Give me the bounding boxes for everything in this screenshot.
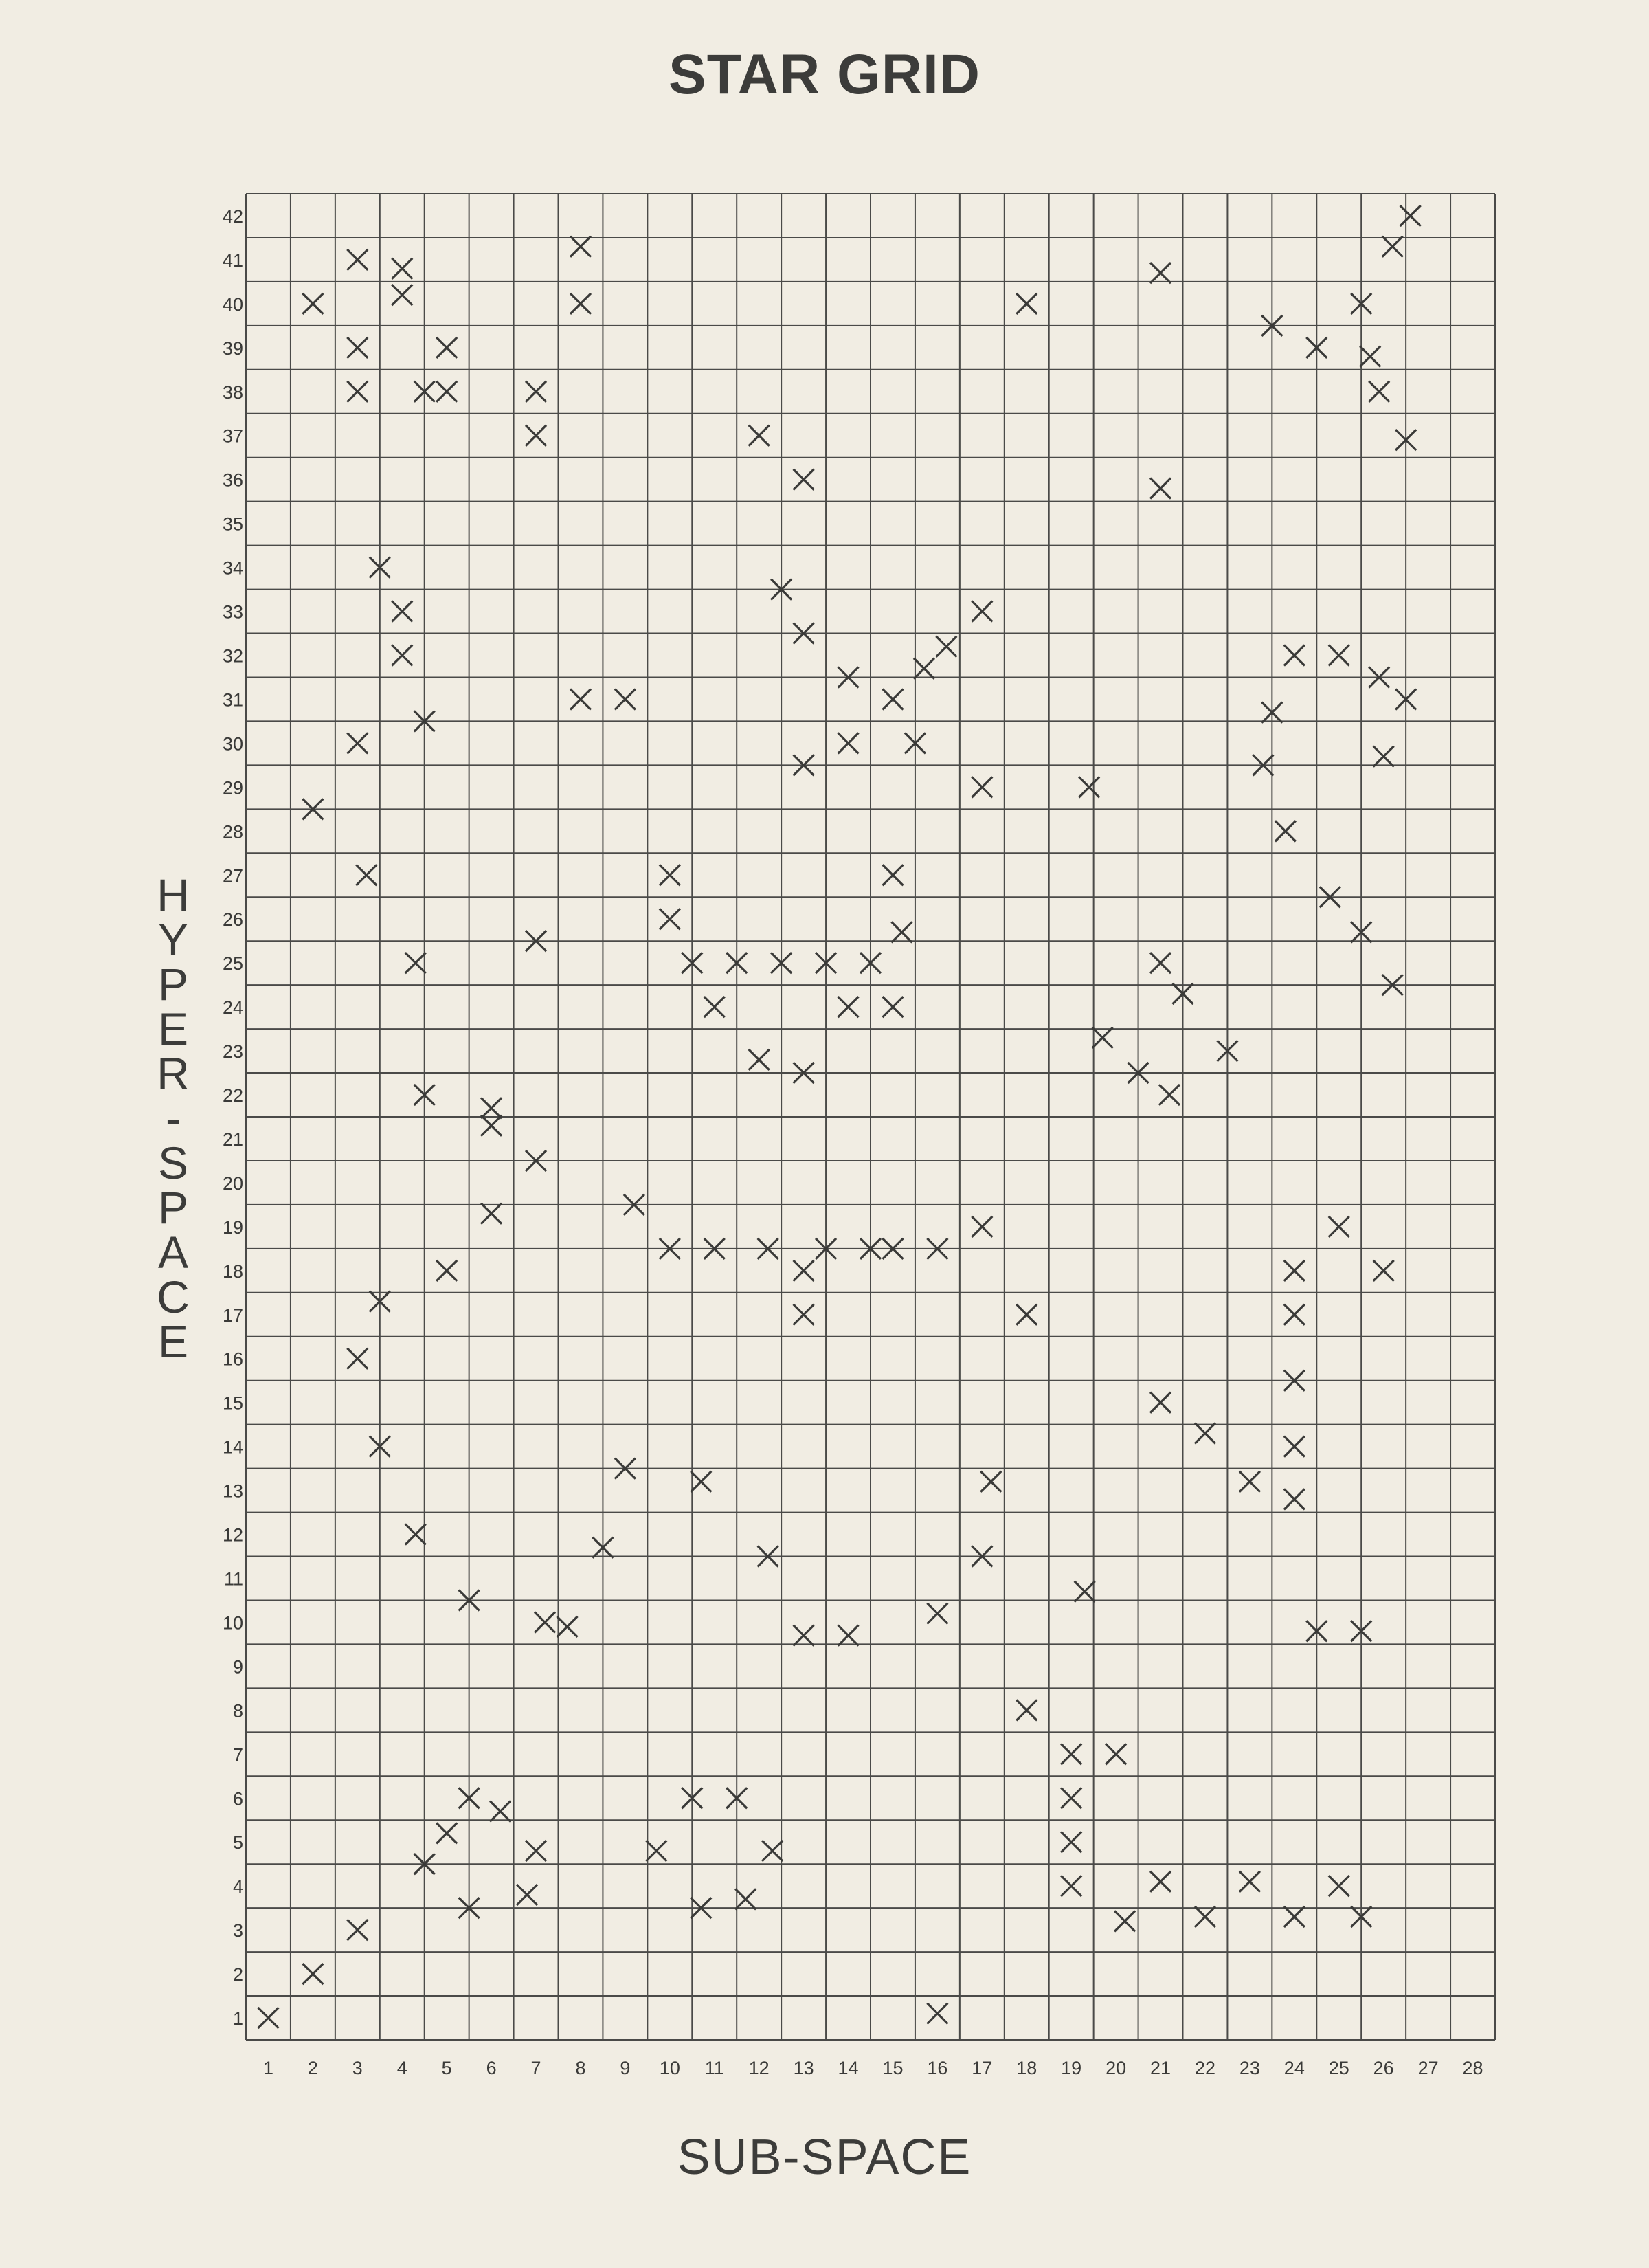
y-tick-label: 42 [222, 205, 243, 227]
y-axis-label-letter: C [157, 1271, 190, 1322]
x-tick-label: 24 [1283, 2058, 1305, 2078]
star-marker [436, 337, 457, 358]
star-marker [490, 1801, 511, 1821]
x-tick-label: 2 [307, 2058, 318, 2078]
star-marker [1329, 1216, 1349, 1237]
y-tick-label: 30 [222, 733, 243, 755]
x-tick-label: 12 [748, 2058, 770, 2078]
star-marker [347, 1920, 368, 1940]
y-tick-label: 24 [222, 997, 243, 1019]
grid-lines [246, 194, 1495, 2040]
star-marker [570, 236, 591, 257]
x-tick-label: 4 [396, 2058, 407, 2078]
x-tick-label: 10 [659, 2058, 680, 2078]
star-marker [347, 733, 368, 753]
star-marker [1061, 1788, 1081, 1808]
y-tick-label: 35 [222, 513, 243, 535]
y-axis-label-letter: R [157, 1048, 190, 1099]
star-marker [927, 2003, 947, 2024]
star-marker [1195, 1423, 1215, 1443]
star-marker [347, 249, 368, 270]
star-marker [936, 636, 956, 657]
star-marker [882, 865, 903, 885]
star-marker [980, 1471, 1001, 1492]
y-tick-label: 8 [232, 1700, 243, 1722]
star-marker [691, 1471, 711, 1492]
star-marker [1239, 1471, 1260, 1492]
y-axis-label [146, 869, 201, 1367]
y-tick-label: 1 [232, 2008, 243, 2030]
x-tick-label: 1 [262, 2058, 273, 2078]
star-marker [735, 1889, 756, 1909]
x-tick-label: 6 [486, 2058, 497, 2078]
star-marker [1284, 1304, 1305, 1325]
star-marker [1284, 1906, 1305, 1927]
star-marker [1016, 1700, 1037, 1720]
y-axis-label-letter: P [157, 959, 189, 1010]
star-marker [1150, 263, 1171, 283]
x-tick-label: 28 [1462, 2058, 1483, 2078]
star-marker [302, 1964, 323, 1984]
x-tick-label: 7 [530, 2058, 541, 2078]
y-tick-label: 7 [232, 1744, 243, 1766]
x-tick-label: 22 [1194, 2058, 1215, 2078]
x-tick-label: 8 [575, 2058, 586, 2078]
star-marker [1329, 1876, 1349, 1896]
x-tick-label: 16 [927, 2058, 948, 2078]
star-marker [1150, 1392, 1171, 1413]
star-marker [1159, 1085, 1180, 1105]
y-tick-label: 28 [222, 821, 243, 843]
star-marker [517, 1885, 537, 1905]
star-marker [258, 2008, 278, 2028]
x-tick-label: 14 [838, 2058, 859, 2078]
star-marker [1329, 645, 1349, 666]
star-marker [1373, 1260, 1394, 1281]
y-tick-label: 20 [222, 1172, 243, 1194]
star-marker [891, 922, 912, 942]
y-axis-label-letter: H [157, 869, 190, 920]
y-tick-label: 15 [222, 1392, 243, 1414]
star-marker [392, 645, 412, 666]
star-marker [1150, 1871, 1171, 1892]
y-tick-label: 23 [222, 1041, 243, 1063]
x-tick-label: 20 [1106, 2058, 1127, 2078]
star-marker [1016, 1304, 1037, 1325]
star-marker [927, 1603, 947, 1624]
star-marker [1150, 478, 1171, 498]
star-marker [704, 997, 725, 1017]
y-tick-label: 3 [232, 1920, 243, 1942]
y-tick-label: 36 [222, 469, 243, 491]
x-tick-label: 25 [1328, 2058, 1349, 2078]
y-axis-label-letter: A [157, 1227, 189, 1278]
y-axis-label-letter: E [157, 1003, 189, 1054]
star-marker [794, 469, 814, 490]
star-marker [1284, 645, 1305, 666]
y-tick-label: 37 [222, 425, 243, 447]
star-marker [1079, 777, 1099, 797]
y-tick-label: 2 [232, 1964, 243, 1986]
y-tick-label: 9 [232, 1656, 243, 1678]
star-marker [1114, 1911, 1135, 1931]
y-tick-label: 22 [222, 1085, 243, 1107]
star-marker [1284, 1489, 1305, 1509]
y-tick-label: 5 [232, 1832, 243, 1854]
star-marker [1382, 236, 1403, 257]
x-tick-label: 26 [1373, 2058, 1394, 2078]
star-marker [347, 381, 368, 402]
star-marker [762, 1841, 783, 1861]
star-marker [526, 381, 546, 402]
y-tick-label: 19 [222, 1216, 243, 1238]
y-axis-ticks [223, 206, 243, 2029]
star-marker [1016, 293, 1037, 314]
y-tick-label: 41 [222, 249, 243, 271]
star-marker [347, 337, 368, 358]
star-marker [557, 1616, 577, 1637]
x-axis-label: SUB-SPACE [677, 2130, 972, 2185]
y-tick-label: 27 [222, 865, 243, 887]
y-tick-label: 33 [222, 601, 243, 623]
x-tick-label: 11 [704, 2058, 724, 2078]
star-marker [838, 733, 859, 753]
star-marker [1195, 1906, 1215, 1927]
y-tick-label: 16 [222, 1348, 243, 1370]
y-tick-label: 12 [222, 1524, 243, 1546]
y-axis-label-letter: S [157, 1137, 189, 1188]
star-marker [436, 1823, 457, 1843]
star-marker [526, 425, 546, 446]
y-axis-label-letter: - [166, 1093, 181, 1144]
y-axis-label-letter: P [157, 1182, 189, 1233]
star-marker [615, 689, 636, 709]
star-marker [1092, 1027, 1113, 1048]
x-tick-label: 21 [1150, 2058, 1171, 2078]
x-tick-label: 27 [1417, 2058, 1439, 2078]
y-tick-label: 38 [222, 381, 243, 403]
star-marker [882, 689, 903, 709]
star-marker [749, 425, 770, 446]
star-marker [535, 1612, 555, 1632]
star-marker [1360, 346, 1380, 367]
star-marker [481, 1203, 502, 1224]
y-tick-label: 40 [222, 293, 243, 315]
star-marker [1400, 205, 1421, 226]
y-tick-label: 39 [222, 337, 243, 359]
x-tick-label: 19 [1061, 2058, 1082, 2078]
star-marker [1284, 1436, 1305, 1457]
x-tick-label: 23 [1239, 2058, 1260, 2078]
y-tick-label: 25 [222, 953, 243, 975]
y-tick-label: 10 [222, 1612, 243, 1634]
y-tick-label: 18 [222, 1260, 243, 1282]
star-marker [646, 1841, 666, 1861]
star-marker [356, 865, 377, 885]
y-tick-label: 31 [222, 689, 243, 711]
star-marker [481, 1115, 502, 1136]
star-marker [436, 381, 457, 402]
star-marker [1369, 381, 1389, 402]
x-tick-label: 17 [972, 2058, 993, 2078]
y-tick-label: 26 [222, 909, 243, 931]
y-axis-label-letter: E [157, 1316, 189, 1367]
star-marker [660, 865, 680, 885]
star-marker [436, 1260, 457, 1281]
star-marker [1284, 1260, 1305, 1281]
y-tick-label: 4 [232, 1876, 243, 1898]
star-marker [392, 601, 412, 622]
x-axis-ticks [263, 2058, 1483, 2078]
star-marker [838, 997, 859, 1017]
star-marker [347, 1348, 368, 1369]
star-marker [794, 1260, 814, 1281]
star-marker [392, 258, 412, 279]
star-marker [481, 1098, 502, 1118]
x-tick-label: 15 [882, 2058, 904, 2078]
star-marker [972, 1216, 992, 1237]
y-tick-label: 32 [222, 645, 243, 667]
x-tick-label: 9 [620, 2058, 631, 2078]
x-tick-label: 18 [1016, 2058, 1037, 2078]
star-marker [526, 1841, 546, 1861]
star-marker [1106, 1744, 1126, 1764]
y-tick-label: 6 [232, 1788, 243, 1810]
y-tick-label: 14 [222, 1436, 243, 1458]
star-marker [972, 777, 992, 797]
y-tick-label: 13 [222, 1480, 243, 1502]
star-marker [914, 658, 934, 679]
y-tick-label: 11 [223, 1568, 243, 1590]
y-axis-label-letter: Y [157, 914, 189, 965]
star-marker [1061, 1832, 1081, 1852]
star-marker [1061, 1876, 1081, 1896]
star-marker [405, 1524, 426, 1545]
star-marker [570, 293, 591, 314]
x-tick-label: 5 [441, 2058, 452, 2078]
star-marker [1150, 953, 1171, 973]
star-marker [1275, 821, 1296, 841]
y-tick-label: 17 [222, 1304, 243, 1326]
star-marker [794, 1304, 814, 1325]
star-marker [405, 953, 426, 973]
star-marker [972, 601, 992, 622]
star-marker [749, 1049, 770, 1070]
star-marker [660, 909, 680, 929]
star-marker [1373, 746, 1394, 767]
star-marker [882, 997, 903, 1017]
star-marker [1075, 1581, 1095, 1602]
y-tick-label: 29 [222, 777, 243, 799]
y-tick-label: 21 [222, 1129, 243, 1150]
star-marker [570, 689, 591, 709]
star-marker [392, 285, 412, 305]
star-marker [1239, 1871, 1260, 1892]
star-marker [794, 1625, 814, 1646]
y-tick-label: 34 [222, 557, 243, 579]
star-marker [838, 1625, 859, 1646]
chart-title: STAR GRID [669, 43, 980, 106]
star-marker [1061, 1744, 1081, 1764]
star-marker [302, 293, 323, 314]
x-tick-label: 13 [793, 2058, 814, 2078]
x-tick-label: 3 [352, 2058, 363, 2078]
